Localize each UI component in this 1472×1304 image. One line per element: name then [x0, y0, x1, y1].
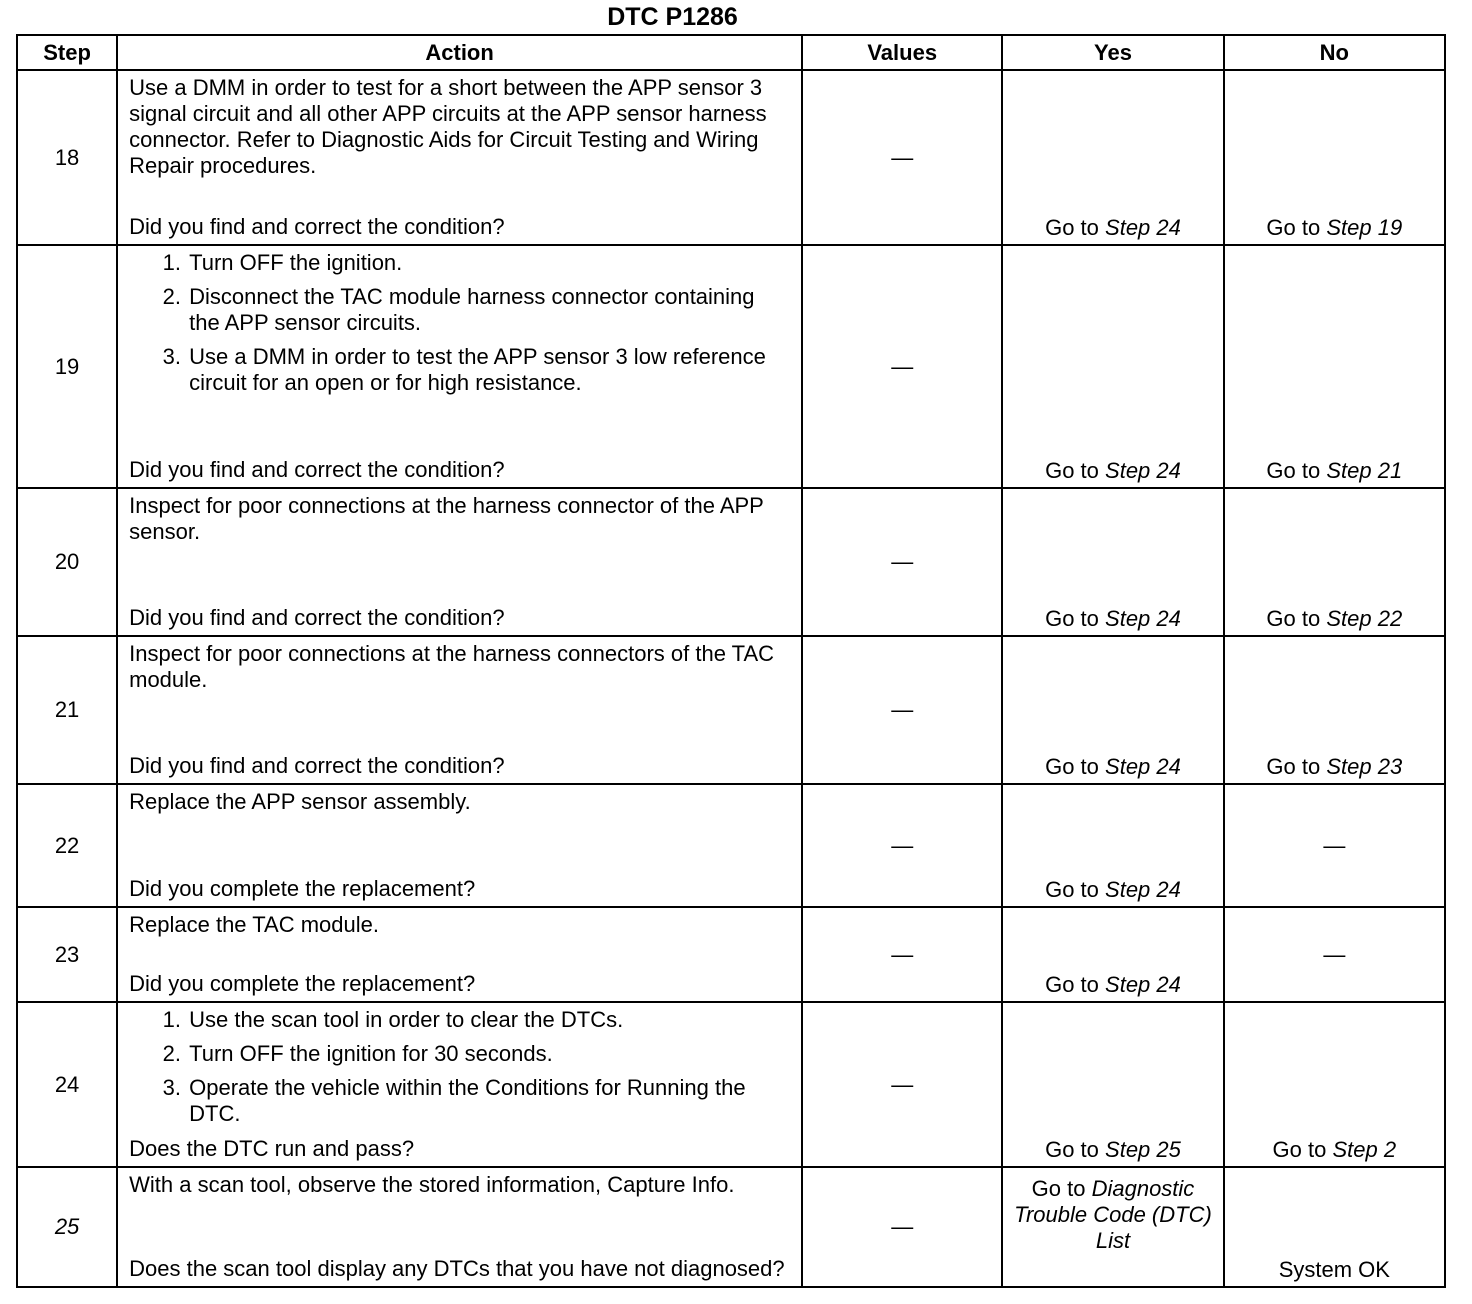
yes-link[interactable]: Step 24 — [1105, 972, 1181, 997]
yes-cell: Go to Step 24 — [1002, 636, 1223, 784]
action-question: Does the DTC run and pass? — [129, 1136, 415, 1161]
action-steps — [129, 1007, 791, 1127]
no-cell: — — [1224, 784, 1445, 907]
yes-link[interactable]: Step 25 — [1105, 1137, 1181, 1162]
yes-cell: Go to Diagnostic Trouble Code (DTC) List — [1002, 1167, 1223, 1287]
no-cell: System OK — [1224, 1167, 1445, 1287]
yes-cell: Go to Step 25 — [1002, 1002, 1223, 1167]
step-number: 19 — [17, 245, 117, 488]
table-row — [17, 784, 1445, 907]
diagnostic-table — [16, 34, 1446, 1288]
yes-cell: Go to Step 24 — [1002, 245, 1223, 488]
step-number: 18 — [17, 70, 117, 245]
action-text: Replace the TAC module. — [129, 912, 379, 937]
table-row — [17, 636, 1445, 784]
step-number: 23 — [17, 907, 117, 1002]
yes-link[interactable]: Diagnostic Trouble Code (DTC) List — [1014, 1176, 1212, 1253]
table-row — [17, 907, 1445, 1002]
list-item: 1. Use the scan tool in order to clear the DTCs. — [187, 1007, 791, 1033]
yes-cell: Go to Step 24 — [1002, 907, 1223, 1002]
no-link[interactable]: Step 19 — [1326, 215, 1403, 240]
yes-cell: Go to Step 24 — [1002, 70, 1223, 245]
yes-cell: Go to Step 24 — [1002, 784, 1223, 907]
step-number: 24 — [17, 1002, 117, 1167]
table-row — [17, 1002, 1445, 1167]
no-link[interactable]: Step 23 — [1326, 754, 1403, 779]
values-cell: — — [802, 1167, 1002, 1287]
list-item: 2. Turn OFF the ignition for 30 seconds. — [187, 1041, 791, 1067]
step-number: 22 — [17, 784, 117, 907]
no-cell: — — [1224, 907, 1445, 1002]
yes-link[interactable]: Step 24 — [1105, 877, 1181, 902]
step-number: 25 — [17, 1167, 117, 1287]
header-values: Values — [802, 35, 1002, 70]
action-cell — [117, 1002, 802, 1167]
action-question: Did you complete the replacement? — [129, 971, 476, 996]
table-header-row — [17, 35, 1445, 70]
action-question: Did you find and correct the condition? — [129, 214, 505, 239]
header-no: No — [1224, 35, 1445, 70]
values-cell: — — [802, 488, 1002, 636]
header-yes: Yes — [1002, 35, 1223, 70]
list-item: 3. Operate the vehicle within the Conditions for Running the DTC. — [187, 1075, 791, 1127]
action-cell — [117, 488, 802, 636]
table-row — [17, 1167, 1445, 1287]
header-step: Step — [17, 35, 117, 70]
values-cell: — — [802, 1002, 1002, 1167]
table-row — [17, 70, 1445, 245]
action-text: Inspect for poor connections at the harness connectors of the TAC module. — [129, 641, 775, 692]
no-link[interactable]: Step 22 — [1326, 606, 1403, 631]
values-cell: — — [802, 70, 1002, 245]
action-question: Did you find and correct the condition? — [129, 605, 505, 630]
list-item: 1. Turn OFF the ignition. — [187, 250, 791, 276]
action-text: Inspect for poor connections at the harness connector of the APP sensor. — [129, 493, 764, 544]
action-cell — [117, 784, 802, 907]
action-cell — [117, 636, 802, 784]
step-number: 20 — [17, 488, 117, 636]
document-title: DTC P1286 — [607, 3, 738, 31]
list-item: 3. Use a DMM in order to test the APP sensor 3 low reference circuit for an open or for high resistance. — [187, 344, 791, 396]
action-cell — [117, 70, 802, 245]
action-text: Use a DMM in order to test for a short between the APP sensor 3 signal circuit and all other APP circuits at the APP sensor harness connector. Refer to Diagnostic Aids for Circuit Testing and Wiring Repair procedures. — [129, 75, 767, 178]
no-link[interactable]: Step 2 — [1332, 1137, 1397, 1162]
no-cell: Go to Step 22 — [1224, 488, 1445, 636]
yes-link[interactable]: Step 24 — [1105, 606, 1181, 631]
action-text: Replace the APP sensor assembly. — [129, 789, 471, 814]
yes-link[interactable]: Step 24 — [1105, 215, 1181, 240]
action-cell — [117, 907, 802, 1002]
action-question: Did you complete the replacement? — [129, 876, 476, 901]
table-row — [17, 245, 1445, 488]
action-cell — [117, 245, 802, 488]
action-text: With a scan tool, observe the stored information, Capture Info. — [129, 1172, 735, 1197]
no-cell: Go to Step 23 — [1224, 636, 1445, 784]
header-action: Action — [117, 35, 802, 70]
values-cell: — — [802, 907, 1002, 1002]
no-link[interactable]: Step 21 — [1326, 458, 1403, 483]
no-cell: Go to Step 2 — [1224, 1002, 1445, 1167]
no-cell: Go to Step 21 — [1224, 245, 1445, 488]
action-question: Did you find and correct the condition? — [129, 457, 505, 482]
action-cell — [117, 1167, 802, 1287]
no-cell: Go to Step 19 — [1224, 70, 1445, 245]
list-item: 2. Disconnect the TAC module harness connector containing the APP sensor circuits. — [187, 284, 791, 336]
step-number: 21 — [17, 636, 117, 784]
yes-link[interactable]: Step 24 — [1105, 754, 1181, 779]
yes-link[interactable]: Step 24 — [1105, 458, 1181, 483]
action-steps — [129, 250, 791, 396]
action-question: Did you find and correct the condition? — [129, 753, 505, 778]
values-cell: — — [802, 245, 1002, 488]
values-cell: — — [802, 636, 1002, 784]
values-cell: — — [802, 784, 1002, 907]
yes-cell: Go to Step 24 — [1002, 488, 1223, 636]
action-question: Does the scan tool display any DTCs that you have not diagnosed? — [129, 1256, 785, 1281]
table-row — [17, 488, 1445, 636]
